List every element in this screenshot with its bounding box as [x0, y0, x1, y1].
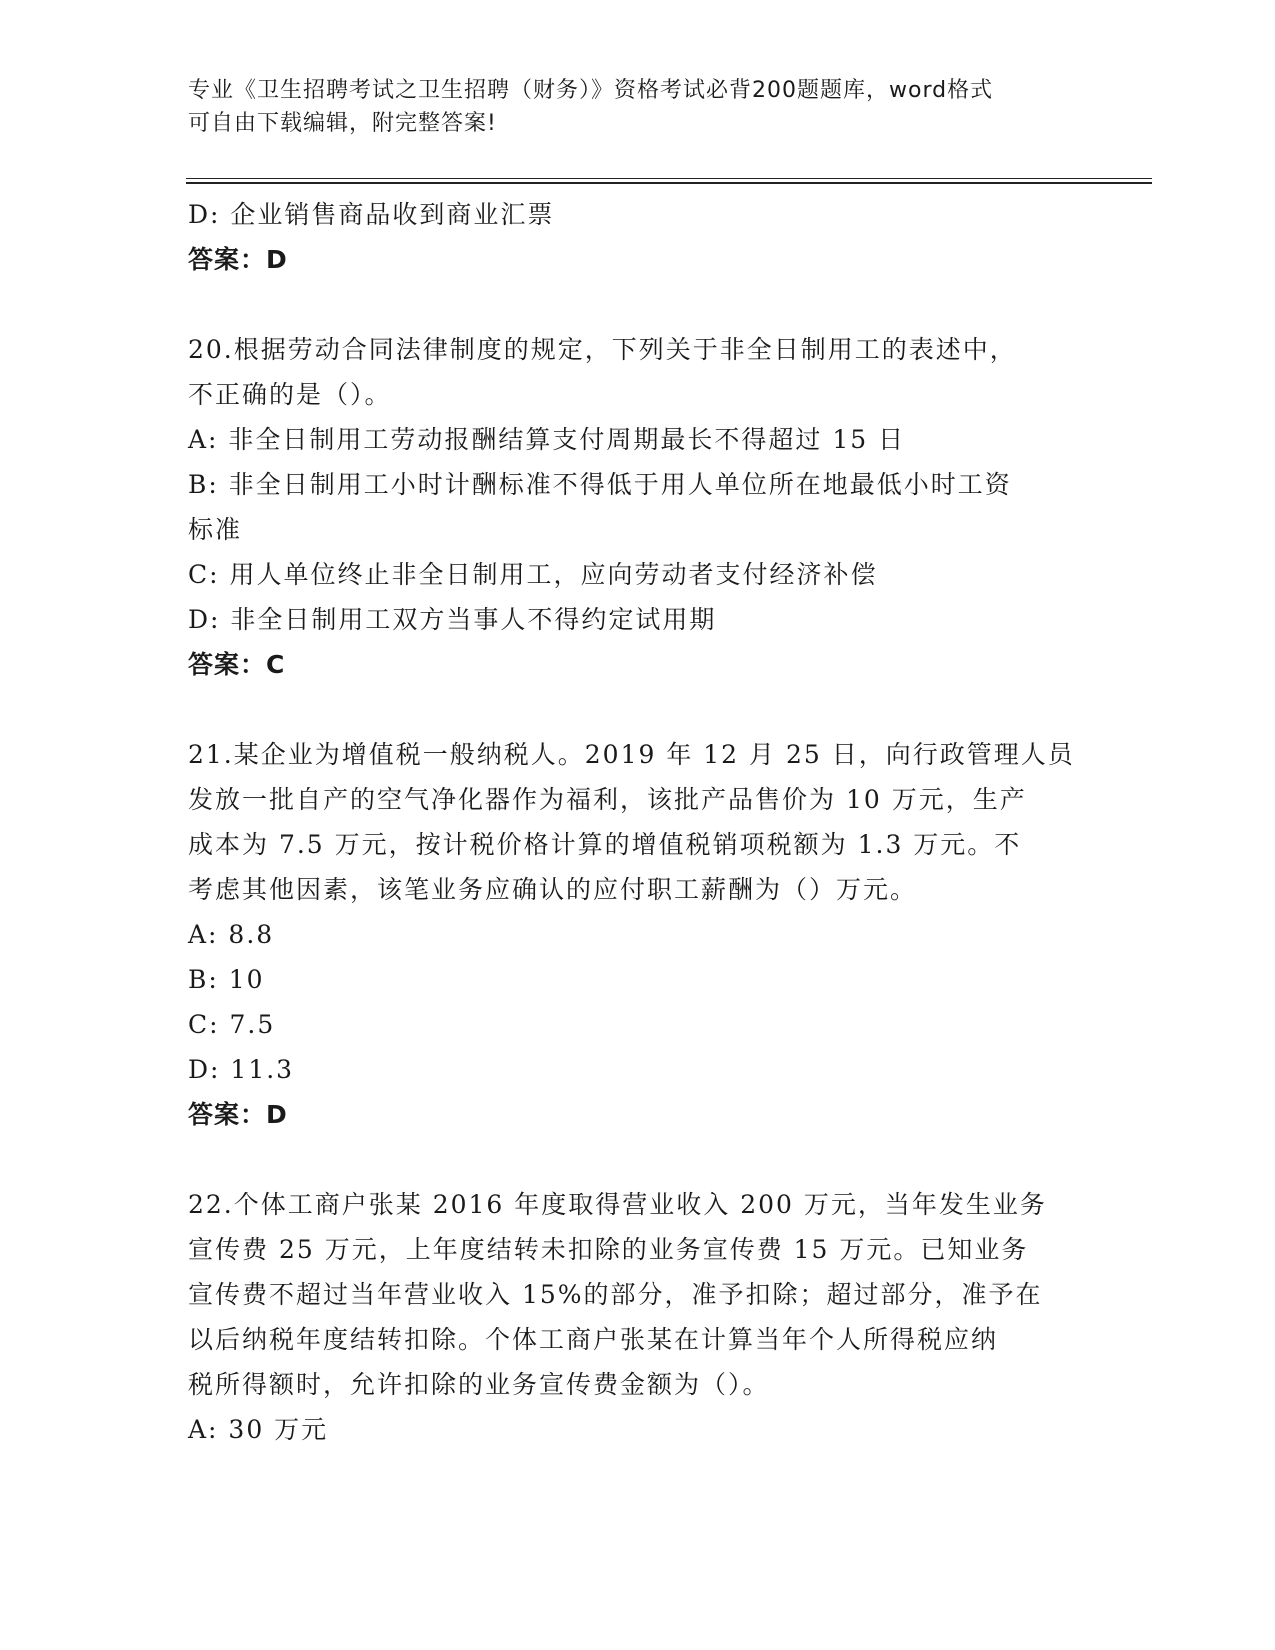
- header-title-line-2: 可自由下载编辑，附完整答案!: [188, 111, 497, 136]
- question-20: [188, 327, 1088, 687]
- question-stem: 20.根据劳动合同法律制度的规定，下列关于非全日制用工的表述中，: [188, 335, 1017, 364]
- option-c: C: 用人单位终止非全日制用工，应向劳动者支付经济补偿: [188, 560, 878, 589]
- page-header: [188, 74, 1068, 140]
- option-a: A: 30 万元: [188, 1415, 329, 1444]
- header-divider-thick: [186, 182, 1152, 184]
- question-stem: 税所得额时，允许扣除的业务宣传费金额为（）。: [188, 1370, 770, 1399]
- question-stem: 以后纳税年度结转扣除。个体工商户张某在计算当年个人所得税应纳: [188, 1325, 999, 1354]
- answer: 答案：D: [188, 245, 288, 274]
- question-21: [188, 732, 1088, 1137]
- question-stem: 宣传费 25 万元，上年度结转未扣除的业务宣传费 15 万元。已知业务: [188, 1235, 1029, 1264]
- previous-question: [188, 192, 1088, 282]
- option-a: A: 8.8: [188, 920, 275, 949]
- option-a: A: 非全日制用工劳动报酬结算支付周期最长不得超过 15 日: [188, 425, 906, 454]
- question-stem: 考虑其他因素，该笔业务应确认的应付职工薪酬为（）万元。: [188, 875, 918, 904]
- question-22: [188, 1182, 1088, 1452]
- header-title-line-1: 专业《卫生招聘考试之卫生招聘（财务）》资格考试必背200题题库，word格式: [188, 78, 994, 103]
- option-b-continued: 标准: [188, 515, 243, 544]
- option-b: B: 非全日制用工小时计酬标准不得低于用人单位所在地最低小时工资: [188, 470, 1012, 499]
- option-c: C: 7.5: [188, 1010, 276, 1039]
- answer: 答案：C: [188, 650, 286, 679]
- spacer: [188, 687, 1088, 732]
- question-stem: 发放一批自产的空气净化器作为福利，该批产品售价为 10 万元，生产: [188, 785, 1027, 814]
- question-stem: 22.个体工商户张某 2016 年度取得营业收入 200 万元，当年发生业务: [188, 1190, 1047, 1219]
- question-stem: 宣传费不超过当年营业收入 15%的部分，准予扣除；超过部分，准予在: [188, 1280, 1043, 1309]
- option-b: B: 10: [188, 965, 265, 994]
- header-divider: [186, 178, 1152, 179]
- option-d: D: 企业销售商品收到商业汇票: [188, 200, 555, 229]
- question-stem: 不正确的是（）。: [188, 380, 392, 409]
- option-d: D: 11.3: [188, 1055, 295, 1084]
- question-stem: 成本为 7.5 万元，按计税价格计算的增值税销项税额为 1.3 万元。不: [188, 830, 1022, 859]
- document-body: [188, 192, 1088, 1452]
- spacer: [188, 1137, 1088, 1182]
- option-d: D: 非全日制用工双方当事人不得约定试用期: [188, 605, 717, 634]
- question-stem: 21.某企业为增值税一般纳税人。2019 年 12 月 25 日，向行政管理人员: [188, 740, 1075, 769]
- answer: 答案：D: [188, 1100, 288, 1129]
- spacer: [188, 282, 1088, 327]
